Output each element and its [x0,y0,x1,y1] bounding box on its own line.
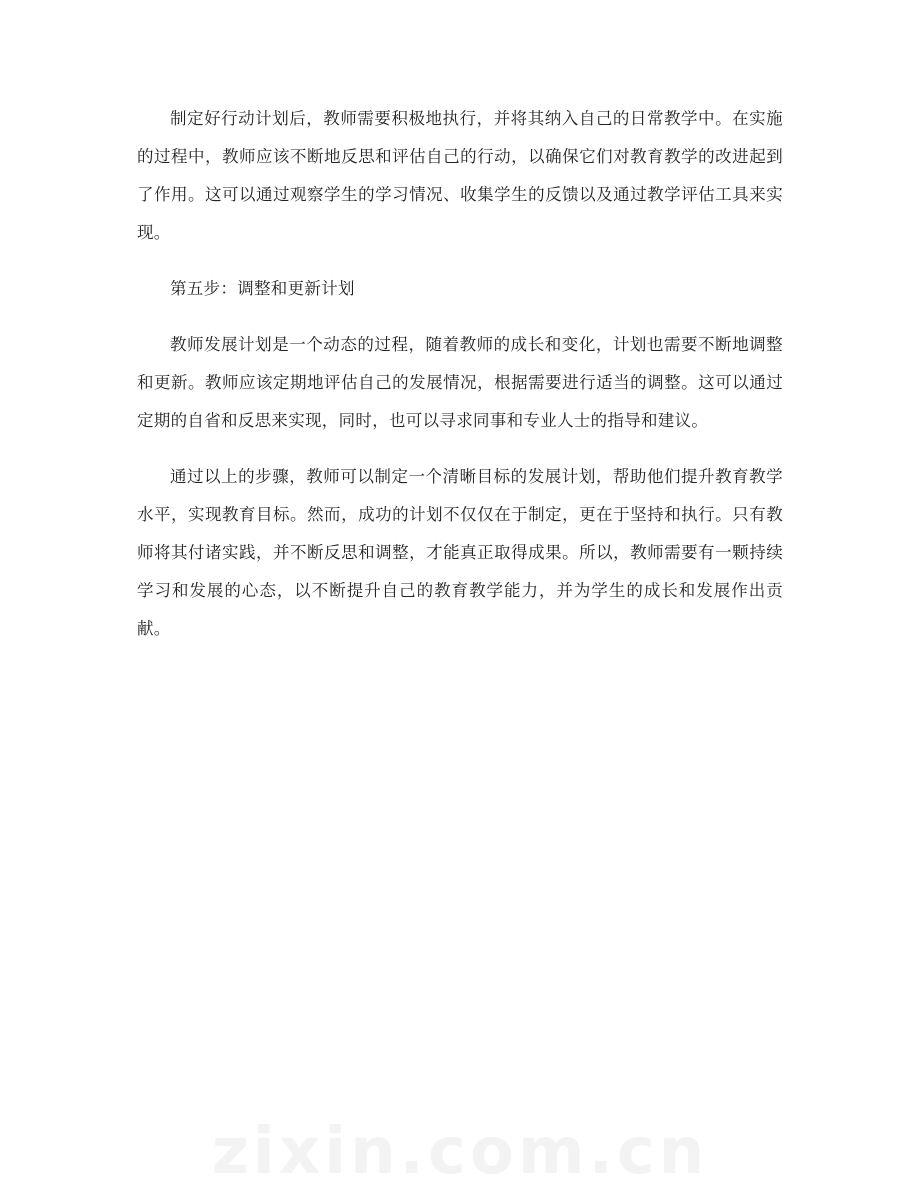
paragraph-gap [137,440,783,458]
paragraph-gap [137,252,783,270]
paragraph-conclusion: 通过以上的步骤，教师可以制定一个清晰目标的发展计划，帮助他们提升教育教学水平，实现教育目标。然而，成功的计划不仅仅在于制定，更在于坚持和执行。只有教师将其付诸实践，并不断反思和调整，才能真正取得成果。所以，教师需要有一颗持续学习和发展的心态，以不断提升自己的教育教学能力，并为学生的成长和发展作出贡献。 [137,467,783,638]
section-heading-step-five: 第五步：调整和更新计划 [170,279,355,298]
document-page [137,100,783,648]
paragraph-gap [137,308,783,326]
paragraph-implementation: 制定好行动计划后，教师需要积极地执行，并将其纳入自己的日常教学中。在实施的过程中，教师应该不断地反思和评估自己的行动，以确保它们对教育教学的改进起到了作用。这可以通过观察学生的学习情况、收集学生的反馈以及通过教学评估工具来实现。 [137,109,783,242]
paragraph-adjust-update: 教师发展计划是一个动态的过程，随着教师的成长和变化，计划也需要不断地调整和更新。教师应该定期地评估自己的发展情况，根据需要进行适当的调整。这可以通过定期的自省和反思来实现，同时，也可以寻求同事和专业人士的指导和建议。 [137,335,783,430]
watermark: zixin.com.cn [211,1115,709,1189]
